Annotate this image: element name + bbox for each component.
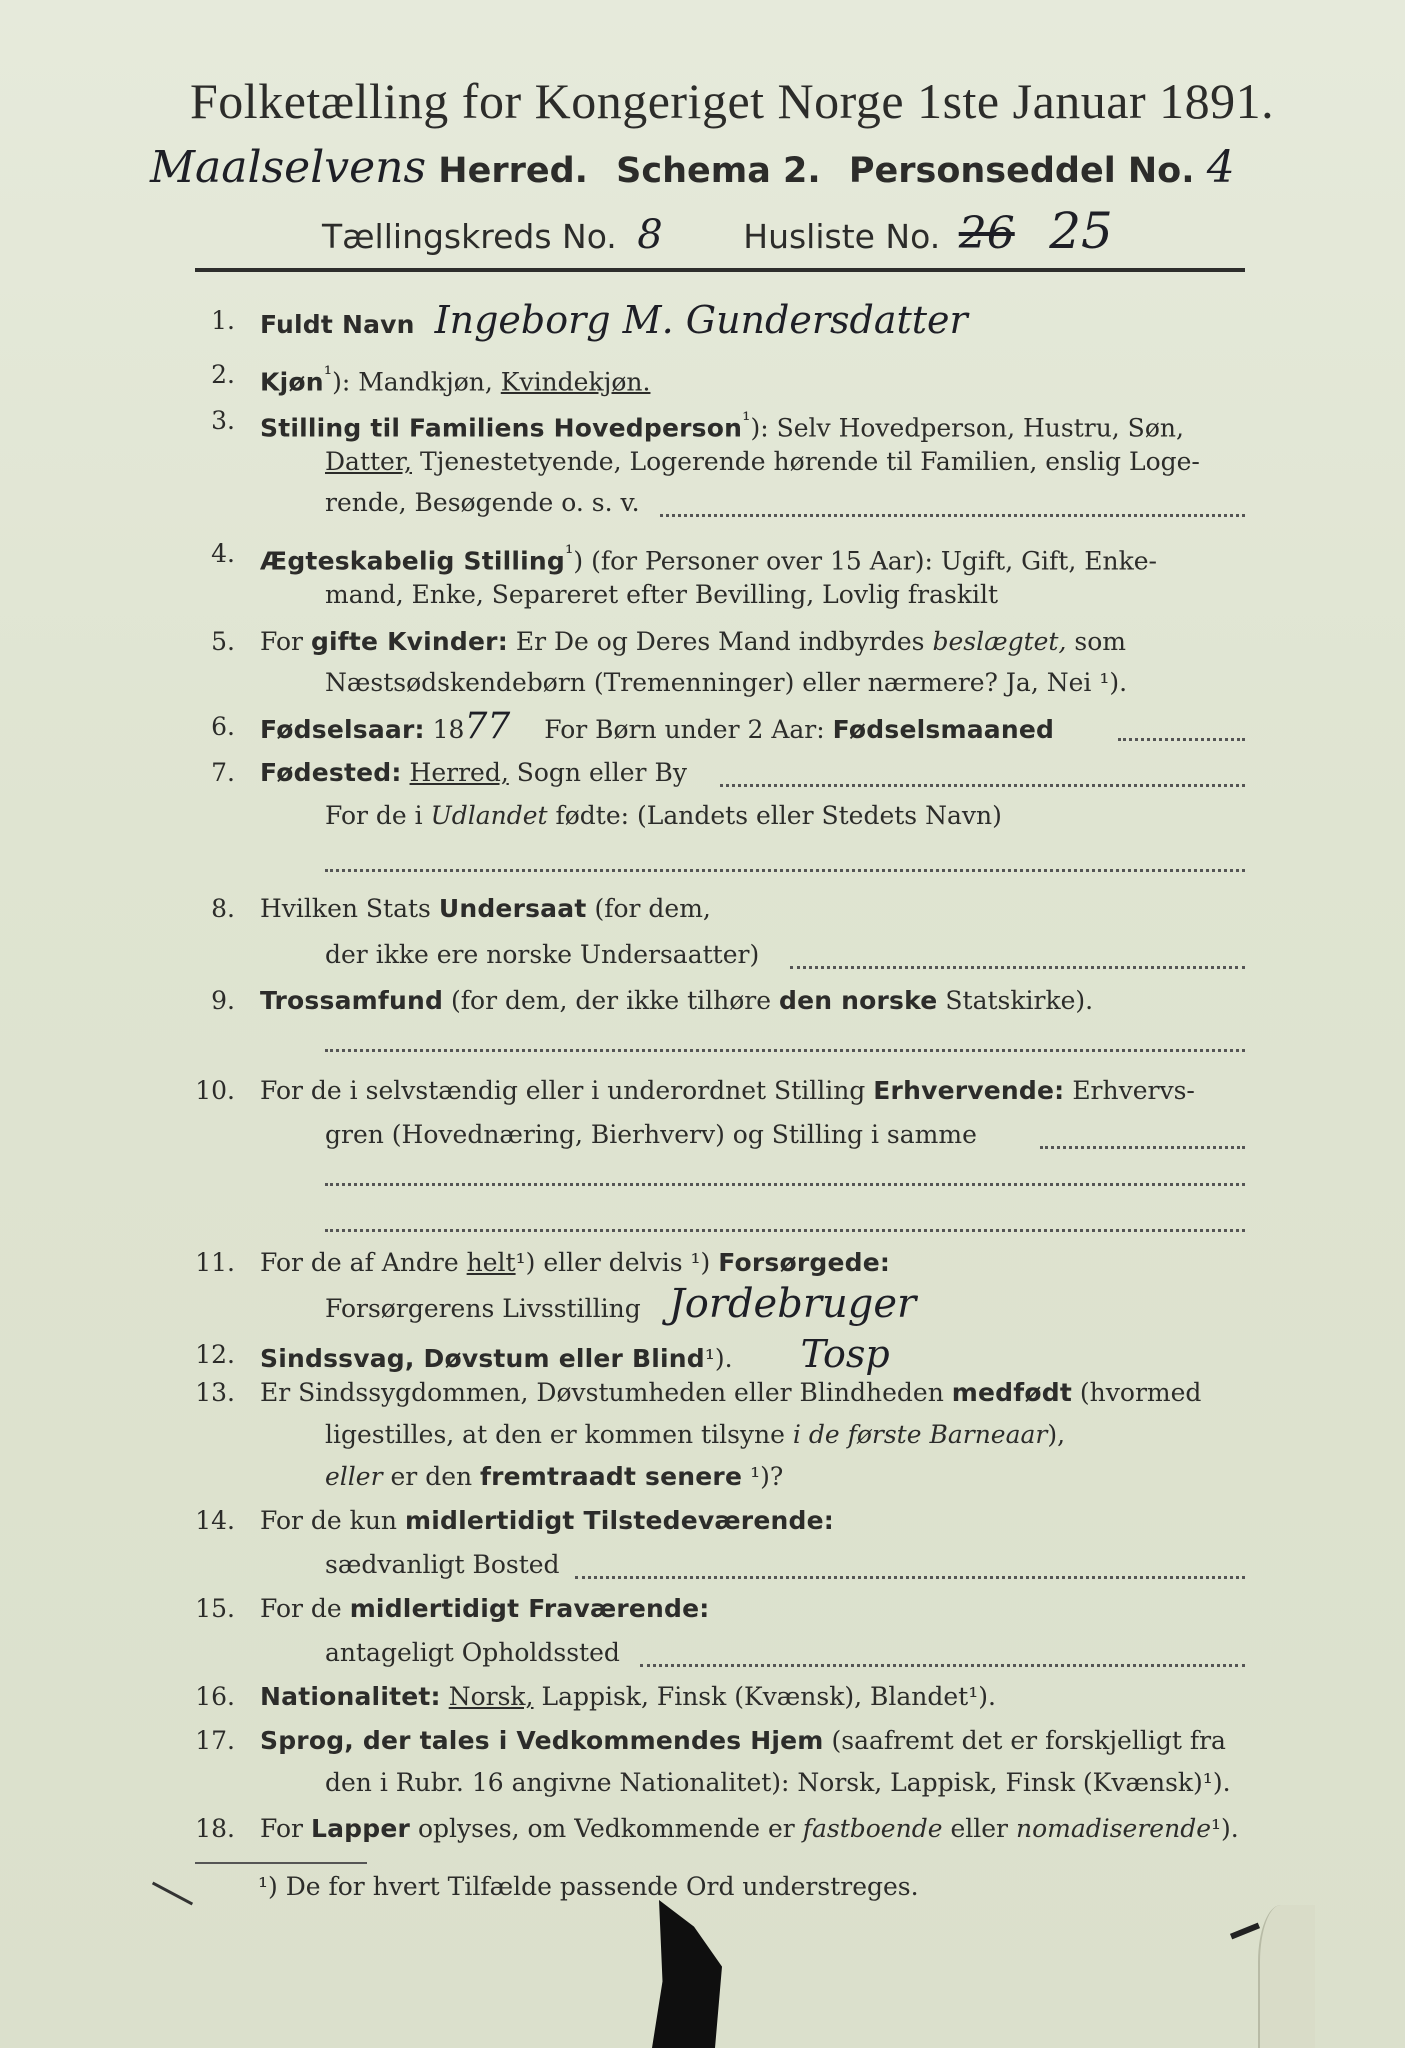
underlined-option: Norsk,	[448, 1682, 534, 1711]
item-text: der ikke ere norske Undersaatter)	[325, 940, 760, 969]
item-number: 17.	[195, 1726, 235, 1755]
item-text: (hvormed	[1079, 1378, 1202, 1407]
husliste-label: Husliste No.	[743, 217, 941, 256]
item-number: 12.	[195, 1340, 235, 1369]
item-label: gifte Kvinder:	[310, 627, 508, 656]
item-label: den norske	[779, 986, 938, 1015]
item-text: For	[260, 627, 303, 656]
item-text: som	[1074, 627, 1126, 656]
italic-text: fastboende	[802, 1814, 943, 1843]
item-text: Tjenestetyende, Logerende hørende til Familien, enslig Loge-	[419, 447, 1200, 476]
item-text: (saafremt det er forskjelligt fra	[831, 1726, 1226, 1755]
item-text: mand, Enke, Separeret efter Bevilling, Lovlig fraskilt	[325, 580, 999, 609]
item-label: fremtraadt senere	[480, 1462, 743, 1491]
dotted-line	[325, 1226, 1245, 1232]
herred-handwritten: Maalselvens	[150, 142, 427, 193]
item-text: Næstsødskendebørn (Tremenninger) eller nærmere? Ja, Nei ¹).	[325, 668, 1128, 697]
dotted-line	[325, 1180, 1245, 1186]
personseddel-value: 4	[1206, 142, 1235, 193]
item-text: Er De og Deres Mand indbyrdes	[515, 627, 925, 656]
item-text: Statskirke).	[945, 986, 1094, 1015]
item-text: ¹) eller delvis ¹)	[515, 1248, 711, 1277]
item-text: Lappisk, Finsk (Kvænsk), Blandet¹).	[541, 1682, 996, 1711]
item-text: Hvilken Stats	[260, 894, 431, 923]
item-text: Er Sindssygdommen, Døvstumheden eller Blindheden	[260, 1378, 944, 1407]
kreds-value: 8	[637, 212, 663, 258]
item-text: ¹).	[1211, 1814, 1239, 1843]
item-text: Forsørgerens Livsstilling	[325, 1294, 641, 1323]
item-label: midlertidigt Tilstedeværende:	[404, 1506, 834, 1535]
herred-label: Herred.	[438, 151, 588, 191]
dotted-line	[1040, 1144, 1245, 1149]
herred-line	[150, 142, 1250, 202]
item-number: 18.	[195, 1814, 235, 1843]
item-text: rende, Besøgende o. s. v.	[325, 488, 640, 517]
underlined-option: Kvindekjøn.	[500, 367, 651, 397]
item-number: 5.	[211, 627, 235, 656]
item-number: 8.	[211, 894, 235, 923]
item-label: Ægteskabelig Stilling	[260, 546, 566, 576]
dotted-line	[720, 782, 1245, 787]
item-label: medfødt	[951, 1378, 1072, 1407]
item-text: ): Selv Hovedperson, Hustru, Søn,	[750, 413, 1184, 443]
item-label: midlertidigt Fraværende:	[349, 1594, 710, 1623]
item-text: fødte: (Landets eller Stedets Navn)	[555, 801, 1002, 830]
italic-text: beslægtet,	[932, 627, 1067, 656]
item-text: Sogn eller By	[516, 758, 687, 787]
italic-text: eller	[325, 1462, 383, 1491]
husliste-value: 26	[958, 208, 1015, 259]
item-label: Fødested:	[260, 758, 402, 787]
dotted-line	[325, 866, 1245, 872]
item-label: Undersaat	[438, 894, 587, 923]
dotted-line	[660, 512, 1245, 517]
form-title: Folketælling for Kongeriget Norge 1ste Januar 1891.	[190, 73, 1275, 129]
footnote-ref: ¹	[742, 408, 751, 432]
item-number: 16.	[195, 1682, 235, 1711]
item-text: ),	[1047, 1420, 1066, 1449]
underlined-option: helt	[466, 1248, 516, 1277]
item-label: Fødselsmaaned	[832, 715, 1055, 744]
personseddel-label: Personseddel No.	[848, 151, 1195, 191]
birth-year-value: 77	[464, 706, 511, 747]
item-text: Erhvervs-	[1072, 1076, 1195, 1105]
italic-text: nomadiserende	[1015, 1814, 1212, 1843]
item-text: For	[260, 1814, 303, 1843]
italic-text: Udlandet	[430, 801, 548, 830]
item-text: For de af Andre	[260, 1248, 459, 1277]
dotted-line	[575, 1574, 1245, 1579]
item-text: ¹).	[704, 1344, 733, 1373]
underlined-option: Datter,	[325, 447, 412, 476]
item-number: 6.	[211, 712, 235, 741]
item-text: For de i	[325, 801, 423, 830]
item-text: oplyses, om Vedkommende er	[417, 1814, 795, 1843]
item-label: Lapper	[310, 1814, 411, 1843]
dotted-line	[640, 1662, 1245, 1667]
item-number: 3.	[211, 406, 235, 435]
item-text: For de i selvstændig eller i underordnet Stilling	[260, 1076, 866, 1105]
item-text: ligestilles, at den er kommen tilsyne	[325, 1420, 785, 1449]
item-number: 14.	[195, 1506, 235, 1535]
paper-tear	[1258, 1905, 1315, 2048]
item-text: For de kun	[260, 1506, 398, 1535]
item-number: 1.	[211, 306, 235, 335]
item-label: Kjøn	[260, 367, 324, 397]
item-text: (for dem,	[594, 894, 711, 923]
item-text: den i Rubr. 16 angivne Nationalitet): Norsk, Lappisk, Finsk (Kvænsk)¹).	[325, 1768, 1231, 1797]
full-name-value: Ingeborg M. Gundersdatter	[434, 298, 968, 342]
item-text: antageligt Opholdssted	[325, 1638, 620, 1667]
item-text: For Børn under 2 Aar:	[544, 715, 825, 744]
item-label: Sindssvag, Døvstum eller Blind	[260, 1344, 705, 1373]
item-number: 2.	[211, 360, 235, 389]
kreds-label: Tællingskreds No.	[322, 217, 617, 256]
item-label: Erhvervende:	[873, 1076, 1065, 1105]
footnote: ¹) De for hvert Tilfælde passende Ord understreges.	[258, 1872, 919, 1901]
husliste-correction: 25	[1049, 202, 1113, 260]
item-text: sædvanligt Bosted	[325, 1550, 560, 1579]
item-text: ) (for Personer over 15 Aar): Ugift, Gift, Enke-	[573, 546, 1157, 576]
item-number: 13.	[195, 1378, 235, 1407]
underlined-option: Herred,	[409, 758, 509, 787]
footnote-rule	[195, 1862, 367, 1864]
kreds-line	[322, 202, 1262, 262]
item-text: ¹)?	[750, 1462, 784, 1491]
item-text: 18	[432, 715, 465, 744]
item-number: 10.	[195, 1076, 235, 1105]
item-text: gren (Hovednæring, Bierhverv) og Stilling i samme	[325, 1120, 977, 1149]
item-label: Stilling til Familiens Hovedperson	[260, 413, 743, 443]
item-label: Fødselsaar:	[260, 715, 425, 744]
item-text: eller	[950, 1814, 1009, 1843]
schema-label: Schema 2.	[616, 151, 821, 191]
item-number: 7.	[211, 758, 235, 787]
item-label: Forsørgede:	[718, 1248, 891, 1277]
item-text: For de	[260, 1594, 342, 1623]
item-number: 11.	[195, 1248, 235, 1277]
item-label: Fuldt Navn	[260, 310, 415, 339]
item-label: Sprog, der tales i Vedkommendes Hjem	[260, 1726, 824, 1755]
item-label: Trossamfund	[260, 986, 444, 1015]
footnote-ref: ¹	[565, 541, 574, 565]
supporter-occupation-value: Jordebruger	[668, 1281, 917, 1327]
dotted-line	[325, 1046, 1245, 1052]
header-rule	[195, 268, 1245, 272]
footnote-ref: ¹	[323, 362, 333, 386]
item-label: Nationalitet:	[260, 1682, 441, 1711]
disability-value: Tosp	[800, 1332, 890, 1376]
italic-text: i de første Barneaar	[792, 1420, 1048, 1449]
item-text: (for dem, der ikke tilhøre	[451, 986, 772, 1015]
item-text: ): Mandkjøn,	[332, 367, 493, 397]
item-number: 15.	[195, 1594, 235, 1623]
item-number: 4.	[211, 539, 235, 568]
dotted-line	[1118, 736, 1245, 741]
item-number: 9.	[211, 986, 235, 1015]
item-text: er den	[390, 1462, 473, 1491]
dotted-line	[790, 964, 1245, 969]
